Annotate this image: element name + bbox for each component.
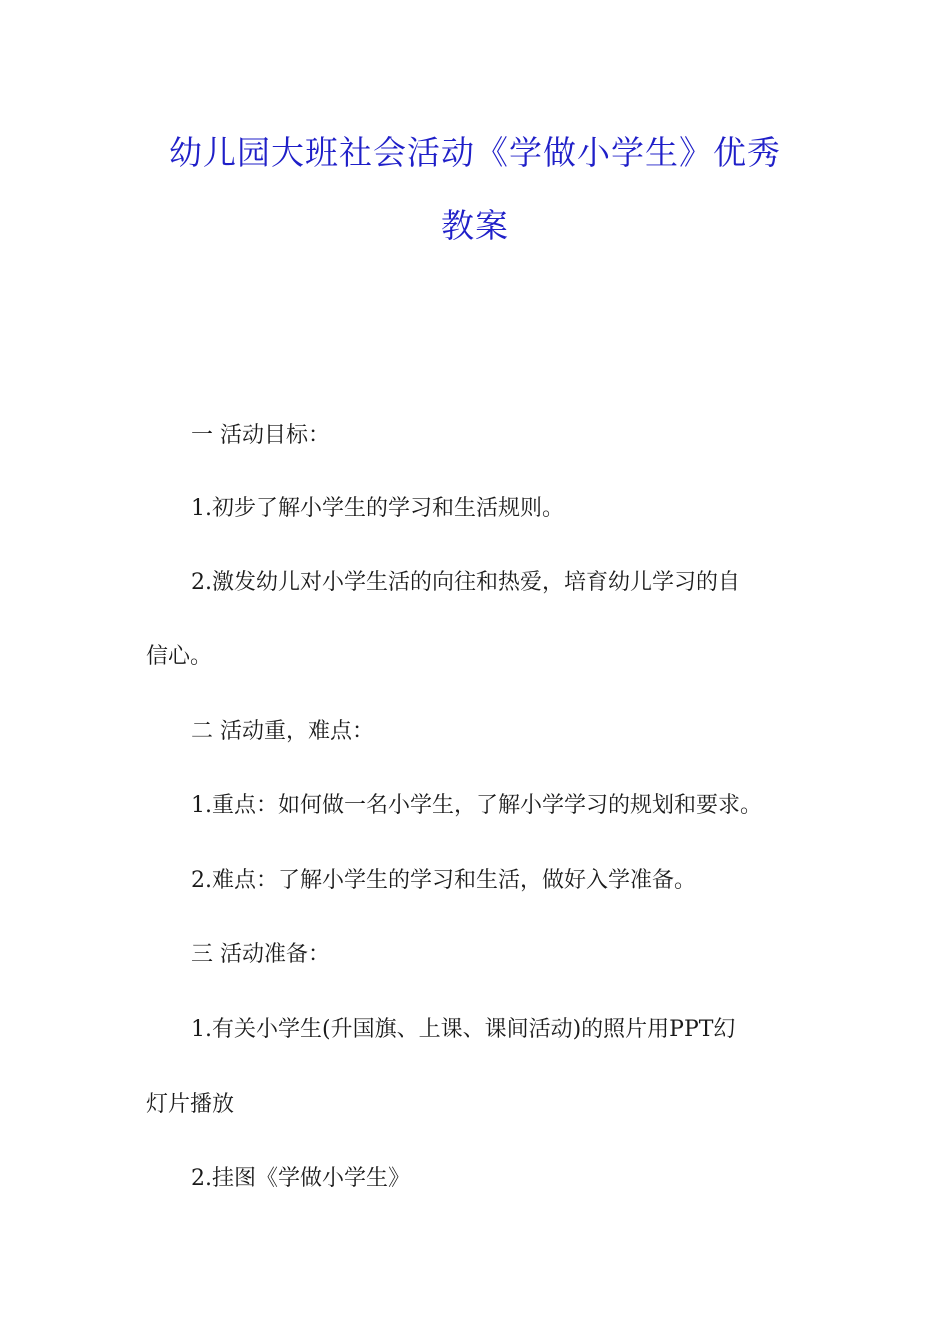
section-heading-goals: 一 活动目标： [191,423,330,448]
section-heading-preparation: 三 活动准备： [191,942,330,967]
paragraph-line: 2.难点：了解小学生的学习和生活，做好入学准备。 [191,868,696,893]
document-title-line-2: 教案 [441,206,509,245]
section-heading-focus: 二 活动重，难点： [191,719,374,744]
document-title-line-1: 幼儿园大班社会活动《学做小学生》优秀 [169,133,781,172]
paragraph-line: 信心。 [146,644,213,669]
paragraph-line: 2.挂图《学做小学生》 [191,1166,410,1191]
paragraph-line: 1.重点：如何做一名小学生，了解小学学习的规划和要求。 [191,793,762,818]
paragraph-line: 2.激发幼儿对小学生活的向往和热爱，培育幼儿学习的自 [191,570,740,595]
paragraph-line: 1.初步了解小学生的学习和生活规则。 [191,496,564,521]
paragraph-line: 灯片播放 [146,1092,235,1117]
paragraph-line: 1.有关小学生(升国旗、上课、课间活动)的照片用PPT幻 [191,1017,736,1042]
